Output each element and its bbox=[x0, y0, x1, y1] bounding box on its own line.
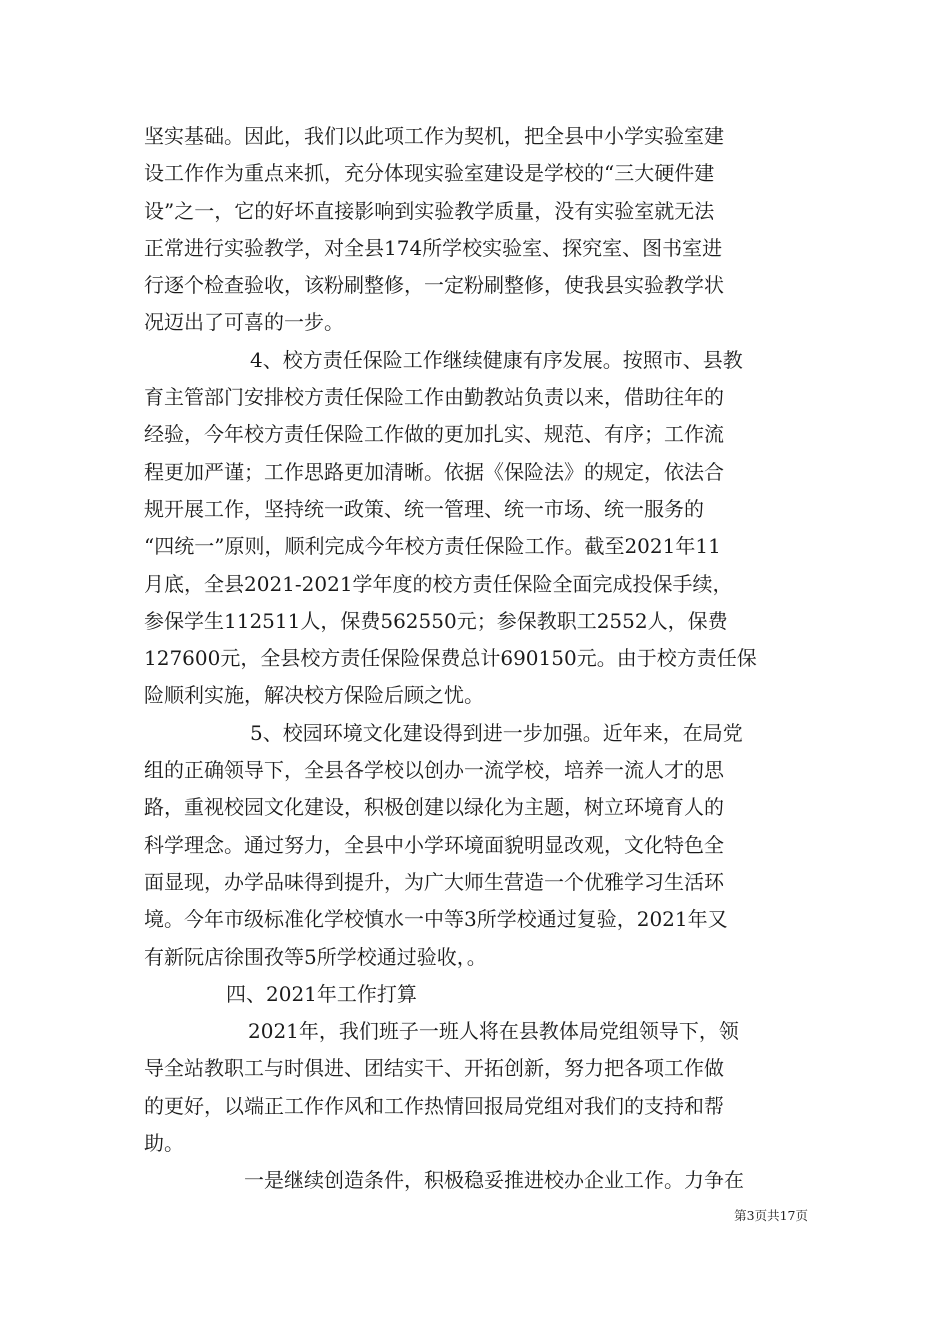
text-line: 正常进行实验教学，对全县174所学校实验室、探究室、图书室进 bbox=[144, 235, 723, 260]
text-line: 境。今年市级标准化学校慎水一中等3所学校通过复验，2021年又 bbox=[144, 907, 728, 932]
text-line: 导全站教职工与时俱进、团结实干、开拓创新，努力把各项工作做 bbox=[144, 1056, 724, 1081]
text-line: 险顺利实施，解决校方保险后顾之忧。 bbox=[144, 683, 484, 708]
text-line: 育主管部门安排校方责任保险工作由勤教站负责以来，借助往年的 bbox=[144, 385, 724, 410]
text-line: 参保学生112511人，保费562550元；参保教职工2552人，保费 bbox=[144, 608, 728, 633]
text-line: 助。 bbox=[144, 1131, 184, 1156]
text-line: 设工作作为重点来抓，充分体现实验室建设是学校的“三大硬件建 bbox=[144, 161, 715, 186]
text-line: 设”之一，它的好坏直接影响到实验教学质量，没有实验室就无法 bbox=[144, 198, 715, 223]
text-line: “四统一”原则，顺利完成今年校方责任保险工作。截至2021年11 bbox=[144, 534, 721, 559]
section-heading: 四、2021年工作打算 bbox=[226, 981, 417, 1006]
paragraph-start-line: 4、校方责任保险工作继续健康有序发展。按照市、县教 bbox=[250, 347, 743, 372]
text-line: 程更加严谨；工作思路更加清晰。依据《保险法》的规定，依法合 bbox=[144, 459, 724, 484]
text-line: 经验，今年校方责任保险工作做的更加扎实、规范、有序；工作流 bbox=[144, 422, 724, 447]
text-line: 的更好，以端正工作作风和工作热情回报局党组对我们的支持和帮 bbox=[144, 1093, 724, 1118]
text-line: 有新阮店徐围孜等5所学校通过验收，。 bbox=[144, 944, 487, 969]
text-line: 况迈出了可喜的一步。 bbox=[144, 310, 344, 335]
paragraph-start-line: 5、校园环境文化建设得到进一步加强。近年来，在局党 bbox=[250, 720, 743, 745]
text-line: 面显现，办学品味得到提升，为广大师生营造一个优雅学习生活环 bbox=[144, 869, 724, 894]
paragraph-start-line: 一是继续创造条件，积极稳妥推进校办企业工作。力争在 bbox=[244, 1168, 744, 1193]
text-line: 路，重视校园文化建设，积极创建以绿化为主题，树立环境育人的 bbox=[144, 795, 724, 820]
text-line: 127600元，全县校方责任保险保费总计690150元。由于校方责任保 bbox=[144, 646, 757, 671]
text-line: 规开展工作，坚持统一政策、统一管理、统一市场、统一服务的 bbox=[144, 496, 704, 521]
text-line: 行逐个检查验收，该粉刷整修，一定粉刷整修，使我县实验教学状 bbox=[144, 273, 724, 298]
text-line: 科学理念。通过努力，全县中小学环境面貌明显改观，文化特色全 bbox=[144, 832, 724, 857]
paragraph-start-line: 2021年，我们班子一班人将在县教体局党组领导下，领 bbox=[248, 1019, 739, 1044]
text-line: 组的正确领导下，全县各学校以创办一流学校，培养一流人才的思 bbox=[144, 758, 724, 783]
page-number-footer: 第3页共17页 bbox=[734, 1208, 808, 1223]
text-line: 月底，全县2021-2021学年度的校方责任保险全面完成投保手续， bbox=[144, 571, 733, 596]
body-text bbox=[144, 118, 808, 1200]
text-line: 坚实基础。因此，我们以此项工作为契机，把全县中小学实验室建 bbox=[144, 124, 724, 148]
